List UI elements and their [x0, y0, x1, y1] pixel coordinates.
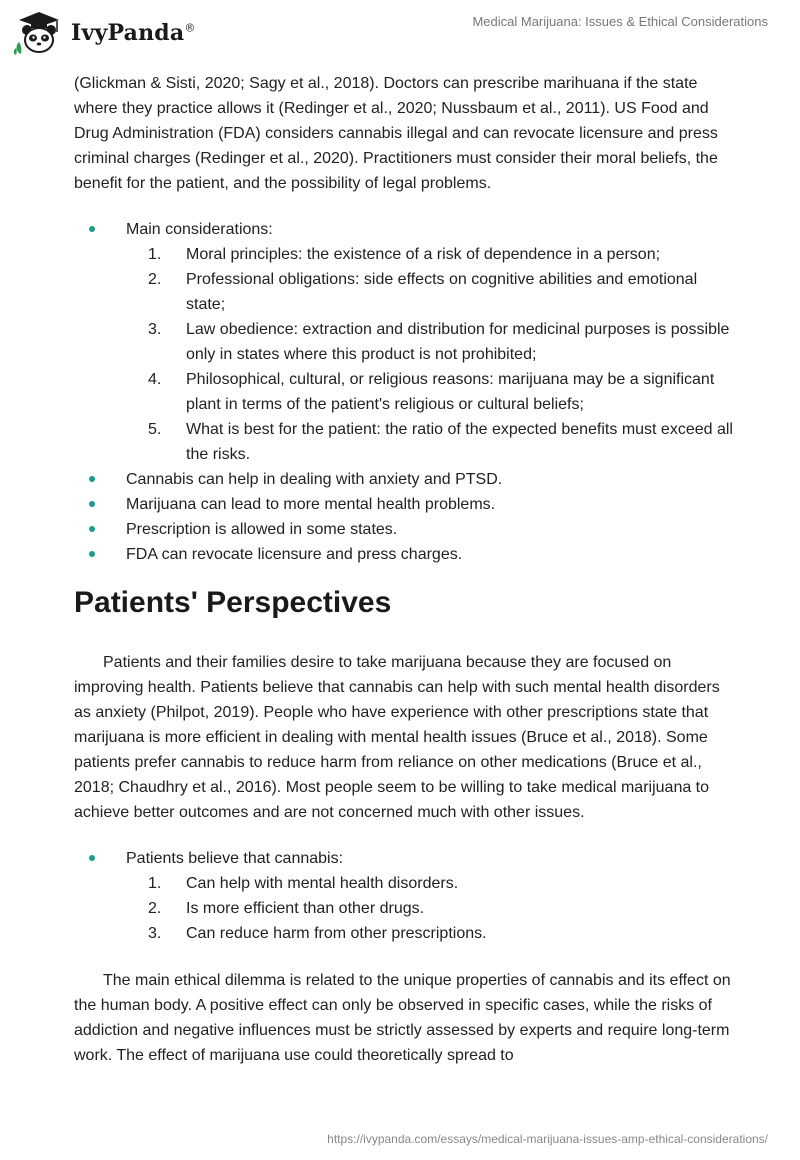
- item-number: 3.: [148, 925, 162, 942]
- item-number: 4.: [148, 371, 162, 388]
- paragraph: (Glickman & Sisti, 2020; Sagy et al., 2018). Doctors can prescribe marihuana if the state where they practice allows it (Redinger et al., 2020; Nussbaum et al., 2011). US Food and Drug Administration (FDA) considers cannabis illegal and can revocate licensure and press criminal charges (Redinger et al., 2020). Practitioners must consider their moral beliefs, the benefit for the patient, and the possibility of legal problems.: [74, 75, 718, 192]
- sublist-item: [126, 367, 734, 417]
- numbered-sublist: [126, 871, 734, 946]
- item-text: Is more efficient than other drugs.: [186, 900, 425, 917]
- sublist-item: [126, 896, 734, 921]
- section-heading: Patients' Perspectives: [74, 586, 392, 619]
- item-number: 2.: [148, 271, 162, 288]
- ivypanda-logo[interactable]: [13, 10, 196, 56]
- list-item: [74, 217, 734, 467]
- list-item-label: Patients believe that cannabis:: [126, 850, 344, 867]
- item-number: 2.: [148, 900, 162, 917]
- sublist-item: [126, 417, 734, 467]
- item-text: What is best for the patient: the ratio of the expected benefits must exceed all the risks.: [186, 421, 733, 463]
- brand-name: IvyPanda®: [71, 20, 196, 46]
- item-text: Can help with mental health disorders.: [186, 875, 459, 892]
- item-text: Professional obligations: side effects on cognitive abilities and emotional state;: [186, 271, 698, 313]
- page-header: [0, 0, 800, 70]
- considerations-list: [74, 217, 734, 567]
- item-text: Can reduce harm from other prescriptions.: [186, 925, 487, 942]
- sublist-item: [126, 921, 734, 946]
- list-item: Prescription is allowed in some states.: [74, 517, 734, 542]
- item-number: 3.: [148, 321, 162, 338]
- item-number: 1.: [148, 875, 162, 892]
- item-number: 1.: [148, 246, 162, 263]
- numbered-sublist: [126, 242, 734, 467]
- list-item: Marijuana can lead to more mental health problems.: [74, 492, 734, 517]
- list-item: [74, 846, 734, 946]
- sublist-item: [126, 242, 734, 267]
- sublist-item: [126, 267, 734, 317]
- panda-graduate-icon: [13, 10, 65, 56]
- item-number: 5.: [148, 421, 162, 438]
- paragraph: Patients and their families desire to take marijuana because they are focused on improving health. Patients believe that cannabis can help with such mental health disorders as anxiety (Philpot, 2019). People who have experience with other prescriptions state that marijuana is more efficient in dealing with mental health issues (Bruce et al., 2018). Some patients prefer cannabis to reduce harm from reliance on other medications (Bruce et al., 2018; Chaudhry et al., 2016). Most people seem to be willing to take medical marijuana to achieve better outcomes and are not concerned much with other issues.: [74, 654, 720, 821]
- sublist-item: [126, 317, 734, 367]
- patient-beliefs-list: [74, 846, 734, 946]
- sublist-item: [126, 871, 734, 896]
- paragraph: The main ethical dilemma is related to the unique properties of cannabis and its effect on the human body. A positive effect can only be observed in specific cases, while the risks of addiction and negative influences must be strictly assessed by experts and require long-term work. The effect of marijuana use could theoretically spread to: [74, 972, 731, 1064]
- list-item: FDA can revocate licensure and press charges.: [74, 542, 734, 567]
- list-item: Cannabis can help in dealing with anxiety and PTSD.: [74, 467, 734, 492]
- source-url-link[interactable]: https://ivypanda.com/essays/medical-marijuana-issues-amp-ethical-considerations/: [327, 1132, 768, 1146]
- document-title: Medical Marijuana: Issues & Ethical Considerations: [472, 14, 768, 29]
- list-item-label: Main considerations:: [126, 221, 273, 238]
- item-text: Philosophical, cultural, or religious reasons: marijuana may be a significant plant in terms of the patient's religious or cultural beliefs;: [186, 371, 715, 413]
- item-text: Law obedience: extraction and distribution for medicinal purposes is possible only in states where this product is not prohibited;: [186, 321, 730, 363]
- item-text: Moral principles: the existence of a risk of dependence in a person;: [186, 246, 661, 263]
- article-body: [74, 71, 734, 1068]
